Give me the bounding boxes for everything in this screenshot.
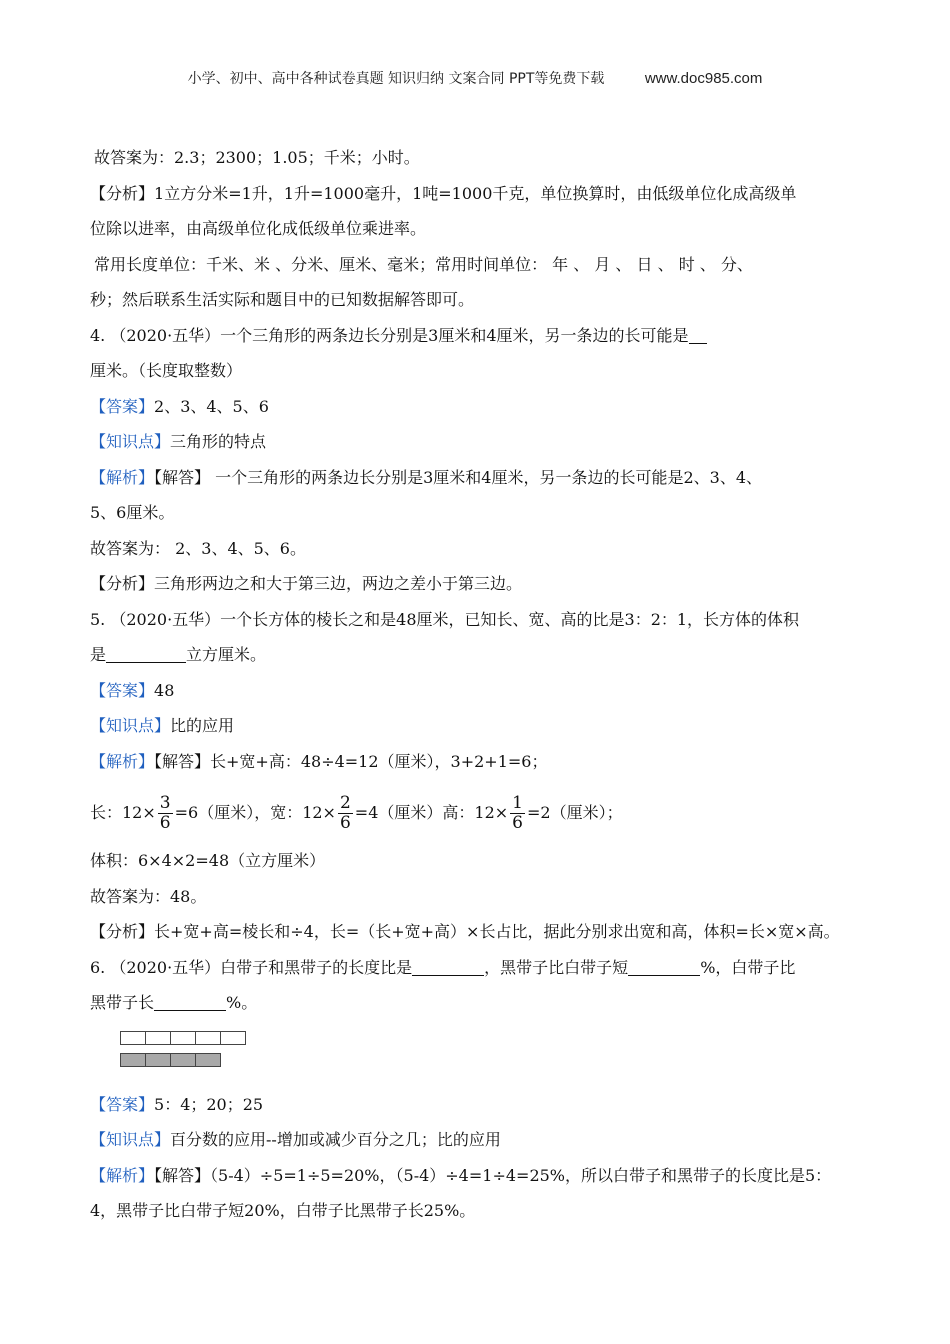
q5-len-den: 6 (159, 813, 171, 833)
black-ribbon-segment (145, 1053, 171, 1067)
q5-len-num: 3 (159, 793, 171, 814)
q5-answer (90, 673, 860, 709)
black-ribbon-segment (195, 1053, 221, 1067)
q4-question-line2: 厘米。（长度取整数） (90, 361, 243, 380)
q5-fraction-calc (90, 779, 860, 843)
q6-knowledge-tag: 【知识点】 (90, 1130, 171, 1149)
q6-knowledge (90, 1122, 860, 1158)
q5-hei-den: 6 (512, 813, 523, 833)
black-ribbon-segment (170, 1053, 196, 1067)
q6-question-text1a: 6. （2020·五华）白带子和黑带子的长度比是 (90, 957, 413, 977)
q6-longer-blank (154, 992, 226, 1011)
q5-solution-tag: 【解析】 (90, 751, 155, 771)
q3-answer-line: 故答案为：2.3；2300；1.05；千米；小时。 (94, 148, 420, 167)
q4-question-text: 4. （2020·五华）一个三角形的两条边长分别是3厘米和4厘米，另一条边的长可能是 (90, 325, 689, 345)
q6-solution-tag: 【解析】 (90, 1165, 155, 1185)
q6-answer-value: 5：4；20；25 (154, 1094, 264, 1114)
q5-len-label: 长：12× (90, 803, 156, 822)
q6-question-line1 (90, 950, 860, 986)
q6-shorter-blank (628, 957, 700, 976)
white-ribbon-segment (120, 1031, 146, 1045)
q6-ratio-blank (412, 957, 484, 976)
q5-knowledge (90, 708, 860, 744)
q5-answer-value: 48 (154, 680, 175, 700)
q3-analysis-text1: 1立方分米=1升，1升=1000毫升，1吨=1000千克，单位换算时，由低级单位化成高级单 (154, 183, 797, 203)
q5-wid-result: =4（厘米）高：12× (354, 803, 509, 822)
q5-answer-tag: 【答案】 (90, 680, 155, 700)
q5-solution-text1: 【解答】长+宽+高：48÷4=12（厘米），3+2+1=6； (154, 751, 548, 771)
q4-solution-line2: 5、6厘米。 (90, 503, 175, 522)
q6-answer-tag: 【答案】 (90, 1094, 155, 1114)
q6-solution-line2: 4，黑带子比白带子短20%，白带子比黑带子长25%。 (90, 1201, 476, 1220)
header-text: 小学、初中、高中各种试卷真题 知识归纳 文案合同 PPT等免费下载 (187, 71, 605, 87)
q6-question-text1b: ，黑带子比白带子短 (484, 957, 629, 977)
q4-question-line1 (90, 318, 860, 354)
q5-analysis (90, 914, 860, 950)
q6-ribbon-figure (120, 1031, 860, 1079)
q5-volume: 体积：6×4×2=48（立方厘米） (90, 851, 326, 870)
white-ribbon-bar (120, 1031, 245, 1045)
q4-analysis (90, 566, 860, 602)
document-body (90, 140, 860, 1229)
q4-knowledge-value: 三角形的特点 (170, 432, 267, 451)
q4-knowledge-tag: 【知识点】 (90, 432, 171, 451)
q4-knowledge (90, 424, 860, 460)
q6-answer (90, 1087, 860, 1123)
q5-len-result: =6（厘米），宽：12× (174, 803, 336, 822)
q3-analysis-line2: 位除以进率，由高级单位化成低级单位乘进率。 (90, 219, 427, 238)
q5-solution-line1 (90, 744, 860, 780)
black-ribbon-segment (120, 1053, 146, 1067)
white-ribbon-segment (220, 1031, 246, 1045)
q5-wid-den: 6 (339, 813, 351, 833)
q4-solution-text1: 【解答】 一个三角形的两条边长分别是3厘米和4厘米，另一条边的长可能是2、3、4、 (154, 467, 763, 487)
q4-final: 故答案为： 2、3、4、5、6。 (90, 538, 306, 558)
q5-knowledge-tag: 【知识点】 (90, 716, 171, 735)
q6-question-line2 (90, 985, 860, 1021)
q5-answer-blank (106, 644, 186, 663)
q4-solution-line1 (90, 460, 860, 496)
q6-question-text1c: %，白带子比 (700, 957, 796, 977)
q4-answer-value: 2、3、4、5、6 (154, 396, 269, 416)
q5-final: 故答案为：48。 (90, 886, 207, 906)
q3-analysis-line1 (90, 176, 860, 212)
q3-units-line1: 常用长度单位：千米、米 、分米、厘米、毫米；常用时间单位： 年 、 月 、 日 、 时 、 分、 (94, 254, 753, 274)
q5-hei-result: =2（厘米）； (526, 803, 623, 822)
white-ribbon-segment (195, 1031, 221, 1045)
q6-solution-text1: 【解答】（5-4）÷5=1÷5=20%，（5-4）÷4=1÷4=25%，所以白带子和黑带子的长度比是5： (154, 1165, 832, 1185)
q5-question-text2b: 立方厘米。 (186, 645, 267, 664)
white-ribbon-segment (170, 1031, 196, 1045)
q5-wid-fraction (338, 794, 353, 832)
q4-answer-blank (689, 325, 707, 344)
white-ribbon-segment (145, 1031, 171, 1045)
q4-solution-tag: 【解析】 (90, 467, 155, 487)
q5-question-line2 (90, 637, 860, 673)
q4-answer-tag: 【答案】 (90, 396, 155, 416)
q5-question-line1: 5. （2020·五华）一个长方体的棱长之和是48厘米，已知长、宽、高的比是3：2：1，长方体的体积 (90, 609, 800, 629)
q4-answer (90, 389, 860, 425)
q5-len-fraction (158, 794, 173, 832)
q5-analysis-text: 长+宽+高=棱长和÷4，长=（长+宽+高）×长占比，据此分别求出宽和高，体积=长×宽×高。 (154, 922, 840, 941)
q3-units-line2: 秒；然后联系生活实际和题目中的已知数据解答即可。 (90, 290, 475, 309)
q5-question-text2a: 是 (90, 645, 107, 664)
q4-analysis-tag: 【分析】 (90, 574, 155, 593)
q4-analysis-text: 三角形两边之和大于第三边，两边之差小于第三边。 (154, 574, 523, 593)
q5-hei-fraction (510, 794, 525, 832)
page-header (0, 68, 950, 88)
q6-question-text2a: 黑带子长 (90, 993, 155, 1012)
q6-question-text2b: %。 (226, 993, 258, 1012)
q3-analysis-tag: 【分析】 (90, 183, 155, 203)
q6-solution-line1 (90, 1158, 860, 1194)
q5-knowledge-value: 比的应用 (170, 716, 235, 735)
q5-wid-num: 2 (339, 793, 351, 814)
q6-knowledge-value: 百分数的应用--增加或减少百分之几；比的应用 (170, 1130, 501, 1149)
black-ribbon-bar (120, 1053, 220, 1067)
q5-hei-num: 1 (512, 793, 523, 814)
header-site-link[interactable]: www.doc985.com (644, 70, 763, 87)
q5-analysis-tag: 【分析】 (90, 922, 155, 941)
